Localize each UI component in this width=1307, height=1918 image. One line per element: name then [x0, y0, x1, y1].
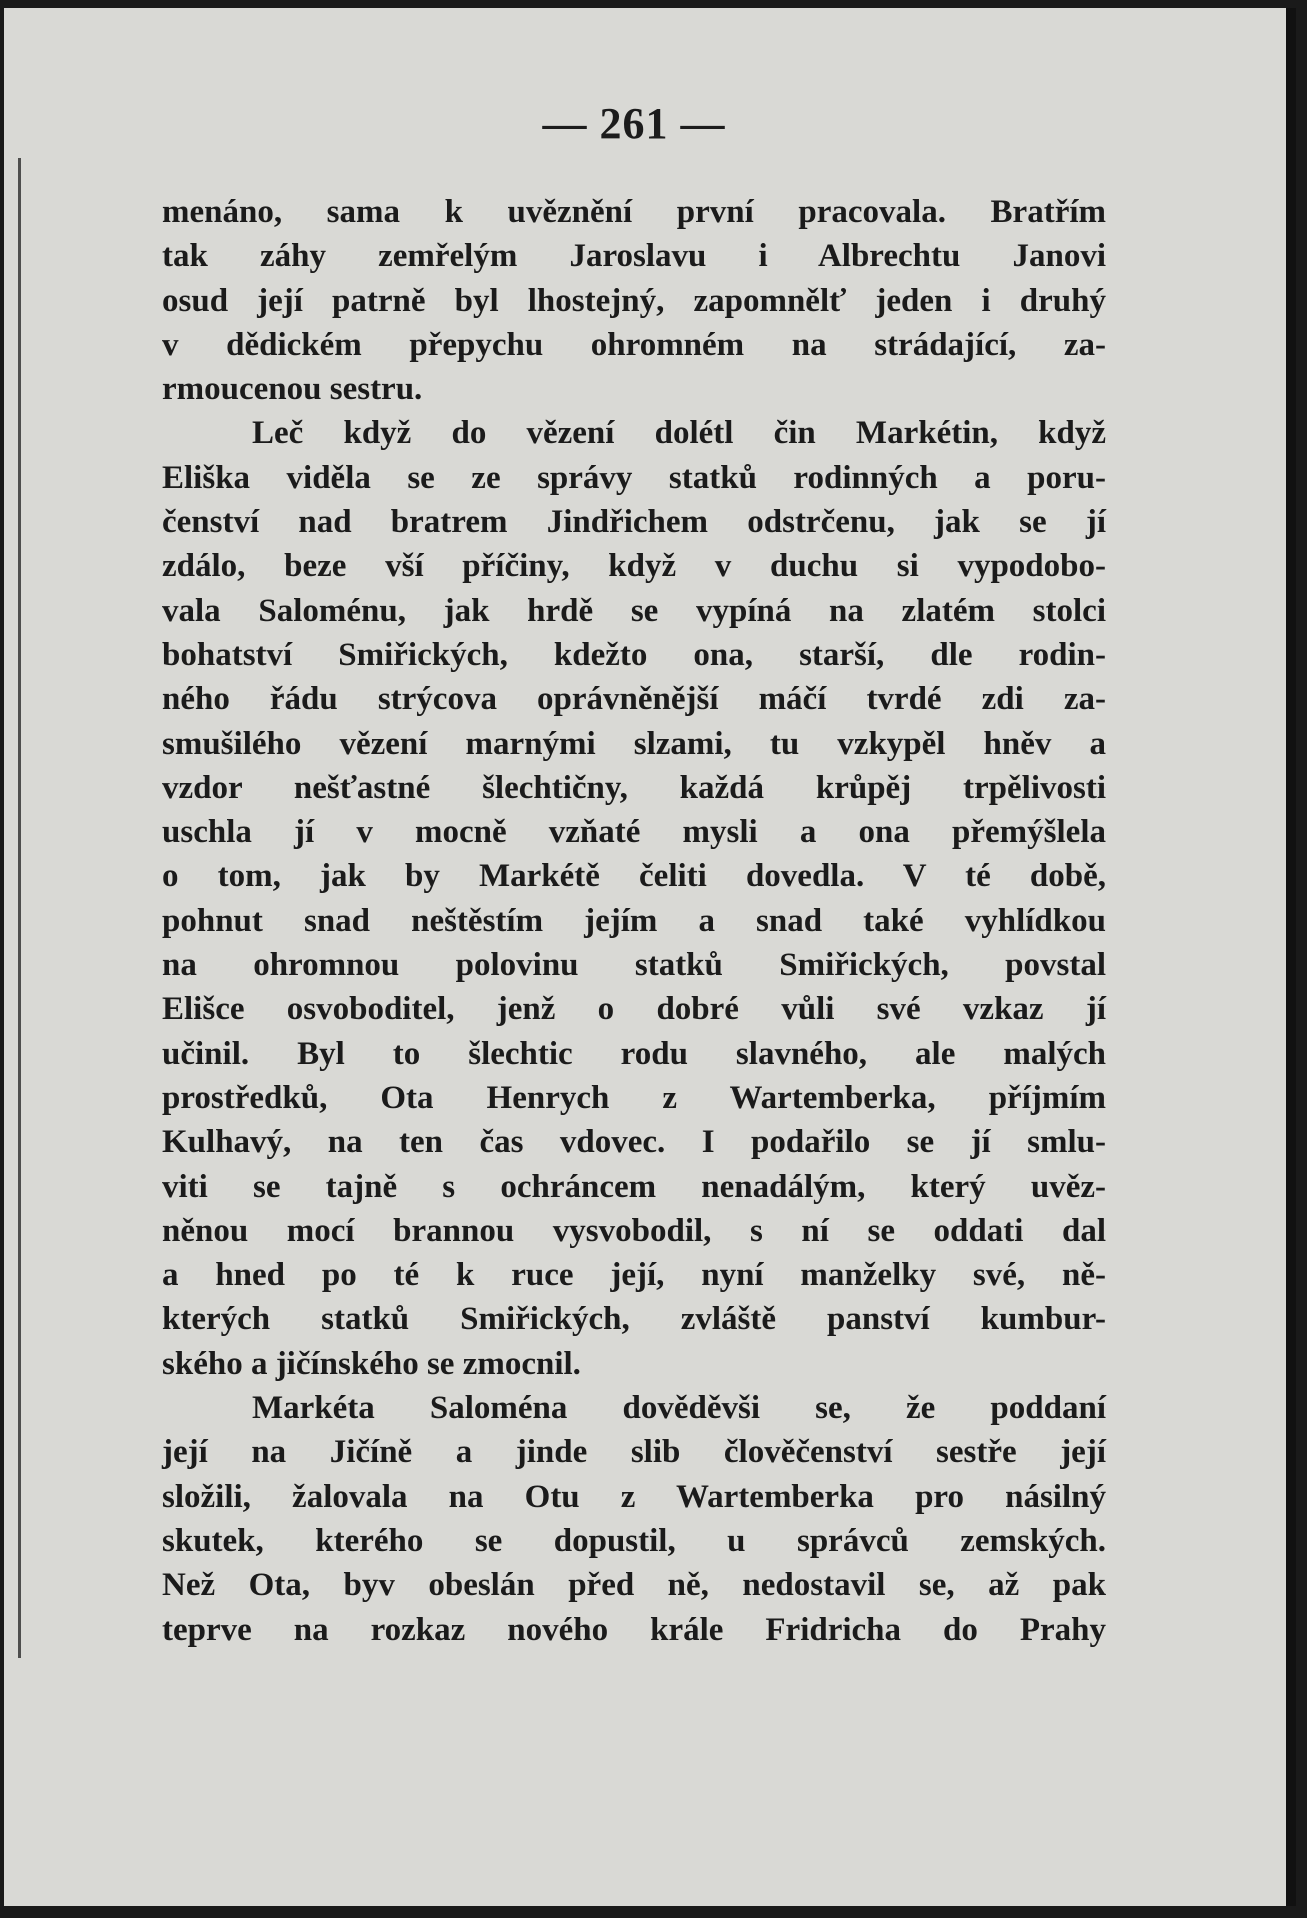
text-line: teprve na rozkaz nového krále Fridricha do Prahy	[162, 1611, 1106, 1648]
text-line: vzdor nešťastné šlechtičny, každá krůpěj trpělivosti	[162, 769, 1106, 806]
text-line: pohnut snad neštěstím jejím a snad také vyhlídkou	[162, 902, 1106, 939]
text-line: kterých statků Smiřických, zvláště panství kumbur-	[162, 1301, 1106, 1338]
text-line: Kulhavý, na ten čas vdovec. I podařilo se jí smlu-	[162, 1124, 1106, 1161]
text-line: ského a jičínského se zmocnil.	[162, 1345, 581, 1382]
text-line: bohatství Smiřických, kdežto ona, starší, dle rodin-	[162, 636, 1106, 673]
text-line: skutek, kterého se dopustil, u správců zemských.	[162, 1522, 1106, 1559]
text-line: Eliška viděla se ze správy statků rodinných a poru-	[162, 459, 1106, 496]
text-line: tak záhy zemřelým Jaroslavu i Albrechtu Janovi	[162, 238, 1106, 275]
text-line: učinil. Byl to šlechtic rodu slavného, ale malých	[162, 1035, 1106, 1072]
text-line: zdálo, beze vší příčiny, když v duchu si vypodobo-	[162, 548, 1106, 585]
text-line: vala Saloménu, jak hrdě se vypíná na zlatém stolci	[162, 592, 1106, 629]
text-line: ného řádu strýcova oprávněnější máčí tvrdé zdi za-	[162, 681, 1106, 718]
text-line: její na Jičíně a jinde slib člověčenství sestře její	[162, 1434, 1106, 1471]
book-page	[4, 8, 1296, 1906]
body-text	[162, 190, 1106, 1652]
text-line: čenství nad bratrem Jindřichem odstrčenu, jak se jí	[162, 504, 1106, 541]
page-number: — 261 —	[542, 99, 726, 148]
text-line: viti se tajně s ochráncem nenadálým, který uvěz-	[162, 1168, 1106, 1205]
text-line: na ohromnou polovinu statků Smiřických, povstal	[162, 947, 1106, 984]
text-line: Elišce osvoboditel, jenž o dobré vůli své vzkaz jí	[162, 991, 1106, 1028]
text-line: Než Ota, byv obeslán před ně, nedostavil se, až pak	[162, 1567, 1106, 1604]
text-line: osud její patrně byl lhostejný, zapomnělť jeden i druhý	[162, 282, 1106, 319]
text-line: menáno, sama k uvěznění první pracovala. Bratřím	[162, 194, 1106, 230]
text-line: o tom, jak by Markétě čeliti dovedla. V té době,	[162, 858, 1106, 895]
page-edge-shadow	[1286, 8, 1296, 1906]
text-line: v dědickém přepychu ohromném na strádající, za-	[162, 326, 1106, 363]
text-line: a hned po té k ruce její, nyní manželky své, ně-	[162, 1257, 1106, 1294]
text-line: něnou mocí brannou vysvobodil, s ní se oddati dal	[162, 1212, 1106, 1249]
text-line: uschla jí v mocně vzňaté mysli a ona přemýšlela	[162, 814, 1106, 851]
text-line: prostředků, Ota Henrych z Wartemberka, příjmím	[162, 1079, 1106, 1116]
binding-edge	[18, 158, 21, 1658]
text-line: složili, žalovala na Otu z Wartemberka pro násilný	[162, 1478, 1106, 1515]
text-line: Leč když do vězení dolétl čin Markétin, když	[252, 415, 1106, 452]
text-line: rmoucenou sestru.	[162, 371, 423, 408]
text-line: smušilého vězení marnými slzami, tu vzkypěl hněv a	[162, 725, 1106, 762]
text-line: Markéta Saloména dověděvši se, že poddaní	[252, 1390, 1106, 1427]
